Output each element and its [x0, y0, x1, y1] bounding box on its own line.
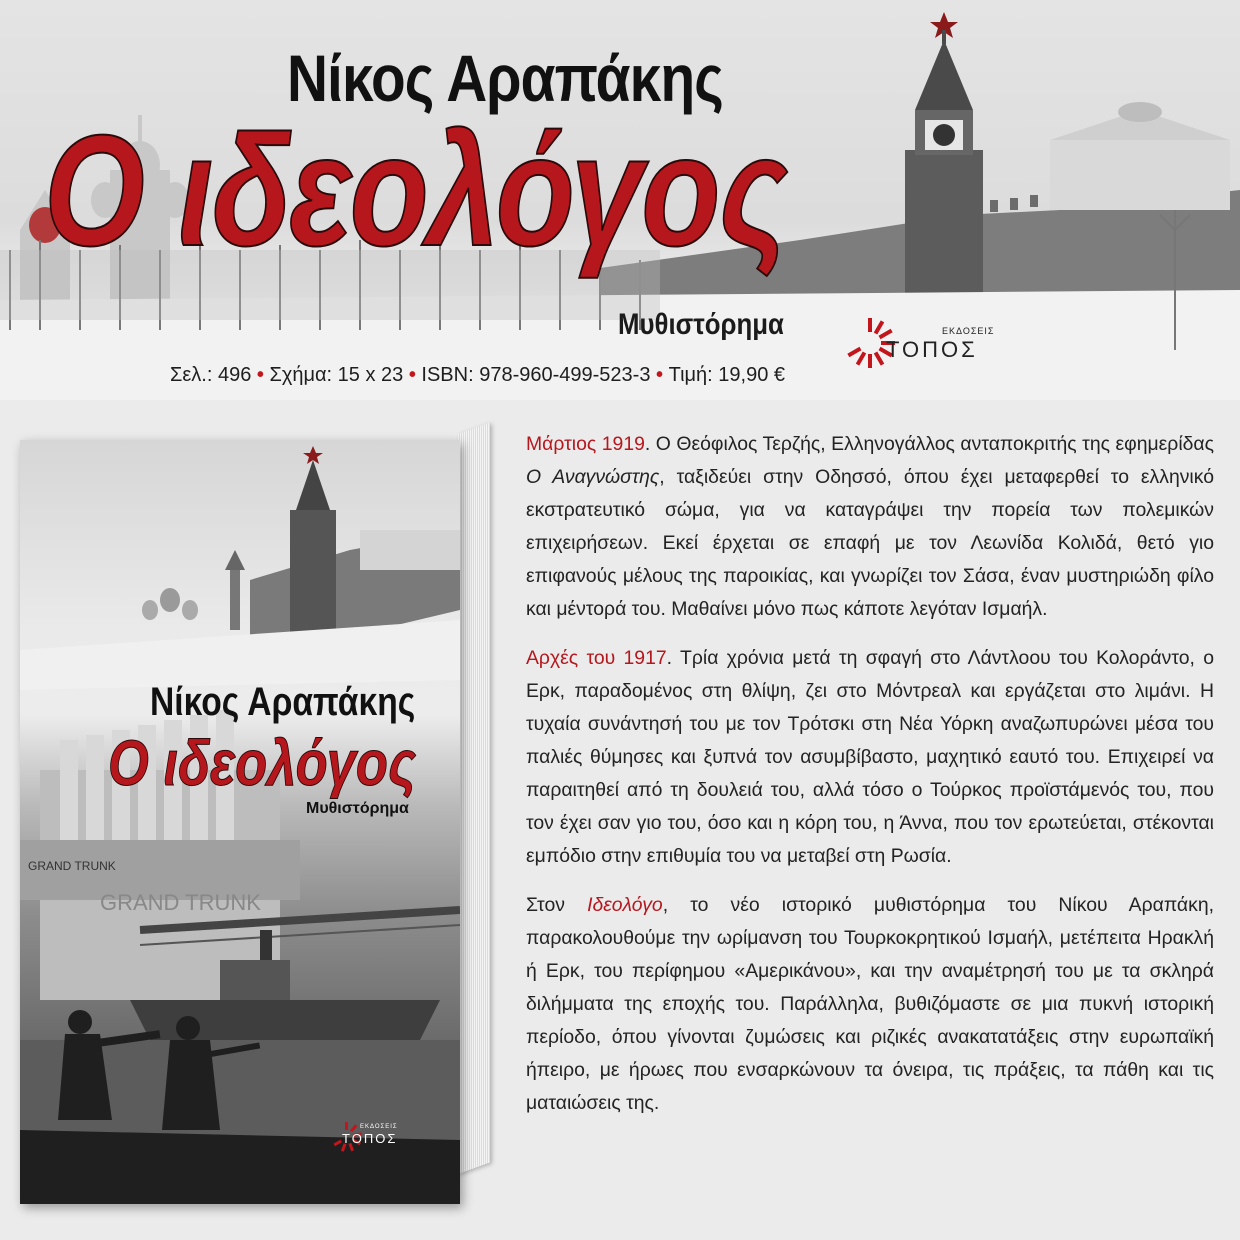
cover-author: Νίκος Αραπάκης: [150, 680, 416, 724]
book-title: Ο ιδεολόγος: [44, 103, 787, 279]
spec-separator: •: [408, 364, 416, 386]
paragraph-text: Στον: [526, 894, 588, 916]
cover-publisher-name: ΤΟΠΟΣ: [342, 1131, 398, 1146]
description-paragraph-2: [526, 642, 1214, 873]
paragraph-lead: Αρχές του 1917: [526, 647, 667, 669]
book-genre: Μυθιστόρημα: [618, 308, 784, 341]
paragraph-text: . Ο Θεόφιλος Τερζής, Ελληνογάλλος ανταποκριτής της εφημερίδας: [644, 433, 1214, 455]
description-paragraph-3: [526, 889, 1214, 1120]
paragraph-text: , το νέο ιστορικό μυθιστόρημα του Νίκου Αραπάκη, παρακολουθούμε την ωρίμανση του Τουρκοκρητικού Ισμαήλ, μετέπειτα Ηρακλή ή Ερκ, του περίφημου «Αμερικάνου», και την αναμέτρησή του με τα σκληρά διλήμματα της εποχής του. Παράλληλα, βυθιζόμαστε σε μια πυκνή ιστορική περίοδο, όπου γίνονται ζυμώσεις και ριζικές ανακατατάξεις στην ευρωπαϊκή ήπειρο, με ήρωες που ενσαρκώνουν τα όνειρα, τις πράξεις, τα πάθη και τις ματαιώσεις της.: [526, 894, 1214, 1114]
cover-sign-2: GRAND TRUNK: [100, 890, 261, 915]
publisher-name: ΤΟΠΟΣ: [886, 337, 978, 362]
book-description: [526, 428, 1214, 1136]
book-specs: [170, 364, 785, 387]
paragraph-text: , ταξιδεύει στην Οδησσό, όπου έχει μεταφερθεί το ελληνικό εκστρατευτικό σώμα, για να καταγράψει την πορεία των πολεμικών επιχειρήσεων. Εκεί έρχεται σε επαφή με τον Λεωνίδα Κολιδά, θετό γιο επιφανούς μέλους της παροικίας, και γνωρίζει τον Σάσα, έναν μυστηριώδη φίλο και μέντορά του. Μαθαίνει μόνο πως κάποτε λεγόταν Ισμαήλ.: [526, 466, 1214, 620]
paragraph-text: . Τρία χρόνια μετά τη σφαγή στο Λάντλοου του Κολοράντο, ο Ερκ, παραδομένος στη θλίψη, ζει στο Μόντρεαλ και εργάζεται στο λιμάνι. Η τυχαία συνάντησή του με τον Τρότσκι στη Νέα Υόρκη αναζωπυρώνει μέσα του παλιές θύμησες και ξυπνά τον ασυμβίβαστο, μαχητικό εαυτό του. Επιχειρεί να παραιτηθεί από τη δουλειά του, αλλά τόσο ο Τούρκος προϊστάμενός του, που τον έχει σαν γιο του, όσο και η κόρη του, η Άννα, που τον ερωτεύεται, στέκονται εμπόδιο στην επιθυμία του να μεταβεί στη Ρωσία.: [526, 647, 1214, 867]
cover-genre: Μυθιστόρημα: [306, 800, 409, 817]
cover-illustration: [20, 440, 460, 1204]
paragraph-lead: Μάρτιος 1919: [526, 433, 645, 455]
spec-separator: •: [656, 364, 664, 386]
spec-pages: Σελ.: 496: [170, 364, 252, 386]
publisher-label: ΕΚΔΟΣΕΙΣ: [942, 326, 995, 336]
spec-isbn: ISBN: 978-960-499-523-3: [421, 364, 651, 386]
header-banner: [0, 0, 1240, 400]
book-cover: [20, 440, 460, 1204]
description-paragraph-1: [526, 428, 1214, 626]
book-mockup: [20, 428, 490, 1228]
cover-title: Ο ιδεολόγος: [108, 727, 416, 799]
cover-publisher-label: ΕΚΔΟΣΕΙΣ: [360, 1124, 398, 1130]
newspaper-name: Ο Αναγνώστης: [526, 466, 660, 488]
book-author: Νίκος Αραπάκης: [287, 41, 723, 115]
spec-separator: •: [256, 364, 264, 386]
spec-price: Τιμή: 19,90 €: [668, 364, 785, 386]
spec-format: Σχήμα: 15 x 23: [269, 364, 404, 386]
palace-building: [1050, 102, 1230, 210]
book-title-reference: Ιδεολόγο: [587, 894, 663, 916]
publisher-logo: [846, 318, 995, 373]
kremlin-tower: [905, 12, 983, 340]
cover-sign-1: GRAND TRUNK: [28, 859, 116, 873]
book-pages-edge: [458, 422, 490, 1174]
